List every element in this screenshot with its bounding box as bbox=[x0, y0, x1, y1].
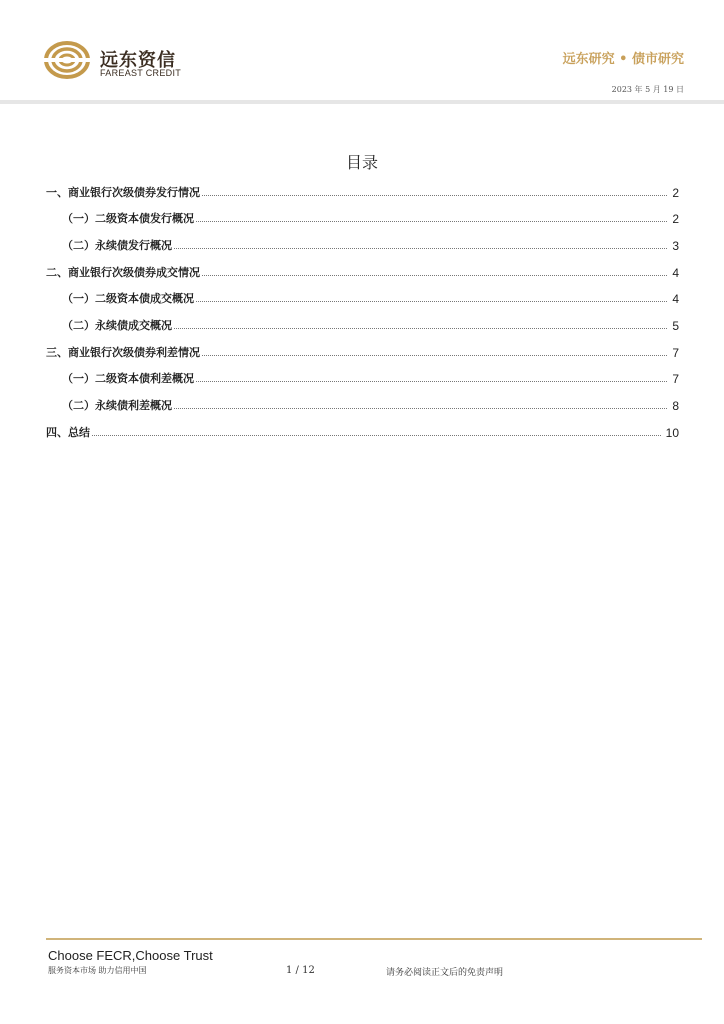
footer-tagline: 服务资本市场 助力信用中国 bbox=[48, 966, 147, 975]
toc-leader-dots bbox=[202, 275, 667, 276]
report-date: 2023 年 5 月 19 日 bbox=[611, 85, 684, 94]
toc-entry-label: （一）二级资本债利差概况 bbox=[62, 372, 194, 385]
toc-entry[interactable] bbox=[46, 233, 679, 253]
toc-entry-label: （二）永续债成交概况 bbox=[62, 319, 172, 332]
header-divider bbox=[0, 100, 724, 104]
logo-emblem-icon bbox=[44, 40, 90, 80]
toc-entry-page: 8 bbox=[672, 399, 679, 413]
toc-entry-label: （一）二级资本债成交概况 bbox=[62, 292, 194, 305]
toc-entry[interactable] bbox=[46, 180, 679, 200]
toc-entry-page: 2 bbox=[672, 186, 679, 200]
toc-entry-page: 2 bbox=[672, 212, 679, 226]
toc-leader-dots bbox=[174, 328, 667, 329]
toc-entry-label: 一、商业银行次级债券发行情况 bbox=[46, 186, 200, 199]
logo-english-name: FAREAST CREDIT bbox=[100, 68, 182, 78]
toc-entry-label: （二）永续债发行概况 bbox=[62, 239, 172, 252]
toc-entry[interactable] bbox=[46, 366, 679, 386]
toc-entry[interactable] bbox=[46, 260, 679, 280]
toc-entry[interactable] bbox=[46, 313, 679, 333]
toc-entry-page: 4 bbox=[672, 292, 679, 306]
toc-leader-dots bbox=[196, 381, 667, 382]
logo-chinese-name: 远东资信 bbox=[100, 50, 176, 71]
toc-entry-label: 二、商业银行次级债券成交情况 bbox=[46, 266, 200, 279]
toc-entry-page: 7 bbox=[672, 346, 679, 360]
toc-entry-label: 三、商业银行次级债券利差情况 bbox=[46, 346, 200, 359]
toc-entry[interactable] bbox=[46, 286, 679, 306]
toc-entry-page: 3 bbox=[672, 239, 679, 253]
toc-leader-dots bbox=[196, 301, 667, 302]
toc-title: 目录 bbox=[345, 153, 378, 172]
toc-entry-page: 5 bbox=[672, 319, 679, 333]
toc-entry-label: 四、总结 bbox=[46, 426, 90, 439]
toc-entry-label: （一）二级资本债发行概况 bbox=[62, 212, 194, 225]
toc-entry[interactable] bbox=[46, 340, 679, 360]
toc-entry[interactable] bbox=[46, 420, 679, 440]
report-section-label: 远东研究 • 债市研究 bbox=[562, 52, 684, 67]
company-logo bbox=[44, 40, 204, 84]
toc-entry-label: （二）永续债利差概况 bbox=[62, 399, 172, 412]
toc-leader-dots bbox=[202, 195, 667, 196]
toc-leader-dots bbox=[174, 408, 667, 409]
footer-slogan: Choose FECR,Choose Trust bbox=[48, 948, 213, 963]
toc-entry-page: 4 bbox=[672, 266, 679, 280]
toc-entry[interactable] bbox=[46, 206, 679, 226]
footer-divider bbox=[46, 938, 702, 940]
toc-leader-dots bbox=[202, 355, 667, 356]
toc-entry-page: 10 bbox=[665, 426, 679, 440]
toc-leader-dots bbox=[196, 221, 667, 222]
toc-entry[interactable] bbox=[46, 393, 679, 413]
toc-entry-page: 7 bbox=[672, 372, 679, 386]
page-number: 1 / 12 bbox=[286, 965, 315, 976]
toc-leader-dots bbox=[174, 248, 667, 249]
disclaimer-note: 请务必阅读正文后的免责声明 bbox=[386, 968, 504, 978]
toc-leader-dots bbox=[92, 435, 661, 436]
